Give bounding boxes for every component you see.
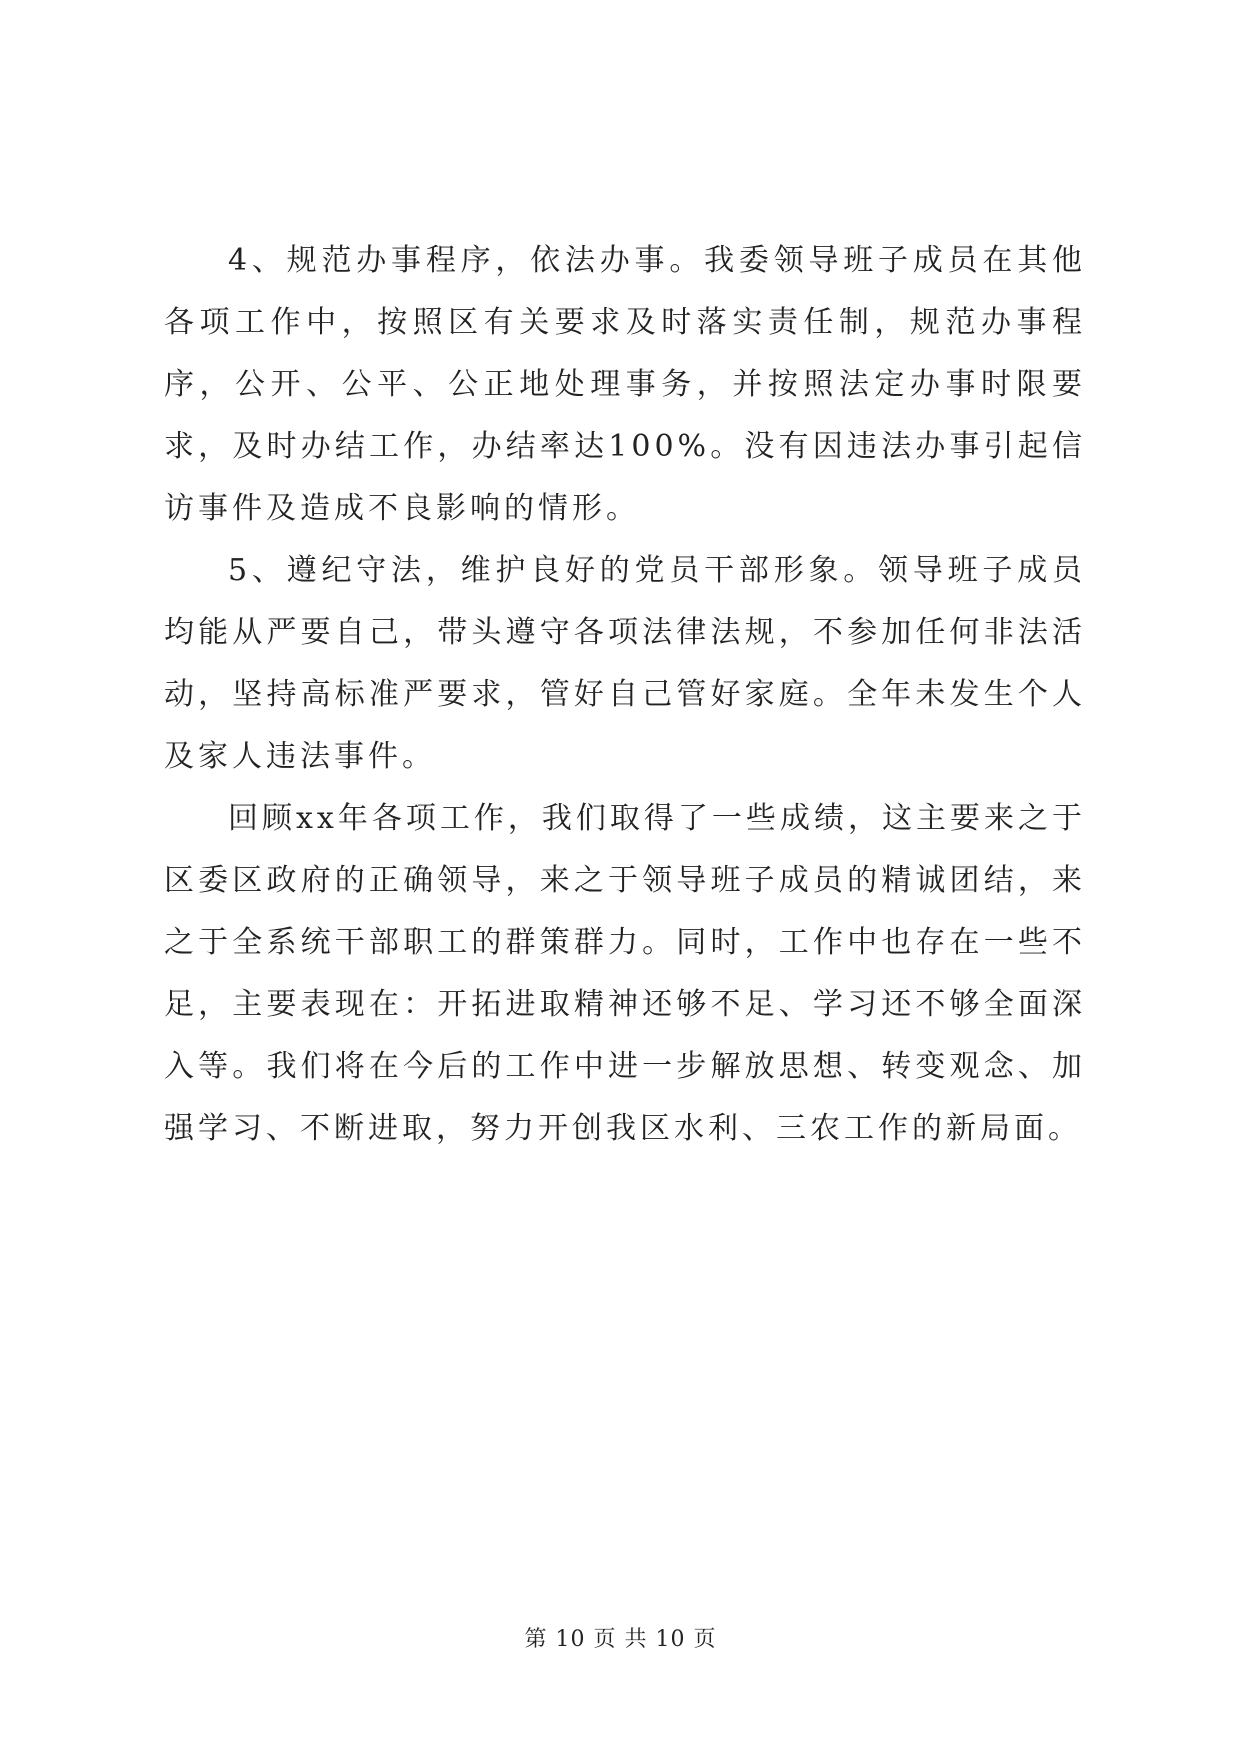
document-body [164,230,1086,1160]
paragraph-item-4: 4、规范办事程序，依法办事。我委领导班子成员在其他各项工作中，按照区有关要求及时落实责任制，规范办事程序，公开、公平、公正地处理事务，并按照法定办事时限要求，及时办结工作，办结率达100%。没有因违法办事引起信访事件及造成不良影响的情形。 [164,243,1086,526]
paragraph-item-5: 5、遵纪守法，维护良好的党员干部形象。领导班子成员均能从严要自己，带头遵守各项法律法规，不参加任何非法活动，坚持高标准严要求，管好自己管好家庭。全年未发生个人及家人违法事件。 [164,553,1086,774]
paragraph-review: 回顾xx年各项工作，我们取得了一些成绩，这主要来之于区委区政府的正确领导，来之于领导班子成员的精诚团结，来之于全系统干部职工的群策群力。同时，工作中也存在一些不足，主要表现在：开拓进取精神还够不足、学习还不够全面深入等。我们将在今后的工作中进一步解放思想、转变观念、加强学习、不断进取，努力开创我区水利、三农工作的新局面。 [164,801,1086,1146]
page-number-footer: 第 10 页 共 10 页 [524,1627,717,1652]
